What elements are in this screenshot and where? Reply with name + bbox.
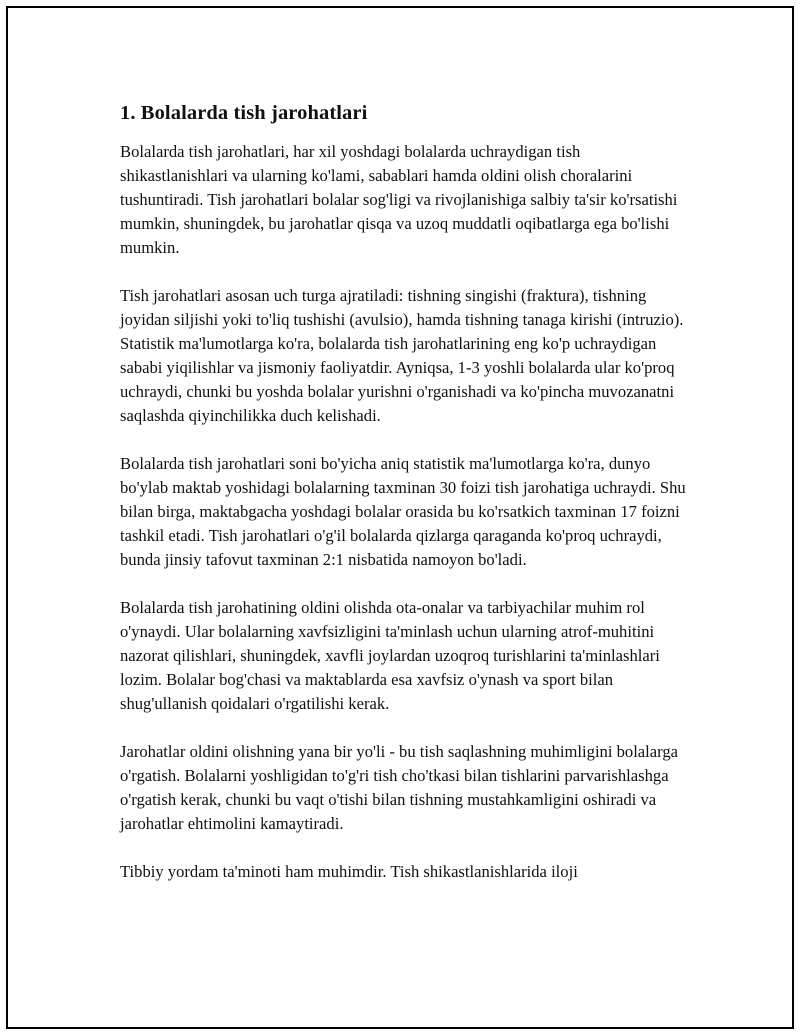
- paragraph-1: Bolalarda tish jarohatlari, har xil yoshdagi bolalarda uchraydigan tish shikastlanishlari va ularning ko'lami, sabablari hamda oldini olish choralarini tushuntiradi. Tish jarohatlari bolalar sog'ligi va rivojlanishiga salbiy ta'sir ko'rsatishi mumkin, shuningdek, bu jarohatlar qisqa va uzoq muddatli oqibatlarga ega bo'lishi mumkin.: [120, 142, 678, 257]
- paragraph-4: Bolalarda tish jarohatining oldini olishda ota-onalar va tarbiyachilar muhim rol o'ynaydi. Ular bolalarning xavfsizligini ta'minlash uchun ularning atrof-muhitini nazorat qilishlari, shuningdek, xavfli joylardan uzoqroq turishlarini ta'minlashlari lozim. Bolalar bog'chasi va maktablarda esa xavfsiz o'ynash va sport bilan shug'ullanish qoidalari o'rgatilishi kerak.: [120, 598, 660, 713]
- paragraph-3: Bolalarda tish jarohatlari soni bo'yicha aniq statistik ma'lumotlarga ko'ra, dunyo bo'ylab maktab yoshidagi bolalarning taxminan 30 foizi tish jarohatiga uchraydi. Shu bilan birga, maktabgacha yoshdagi bolalar orasida bu ko'rsatkich taxminan 17 foizni tashkil etadi. Tish jarohatlari o'g'il bolalarda qizlarga qaraganda ko'proq uchraydi, bunda jinsiy tafovut taxminan 2:1 nisbatida namoyon bo'ladi.: [120, 454, 686, 569]
- paragraph-5: Jarohatlar oldini olishning yana bir yo'li - bu tish saqlashning muhimligini bolalarga o'rgatish. Bolalarni yoshligidan to'g'ri tish cho'tkasi bilan tishlarini parvarishlashga o'rgatish kerak, chunki bu vaqt o'tishi bilan tishning mustahkamligini oshiradi va jarohatlar ehtimolini kamaytiradi.: [120, 742, 679, 833]
- paragraph-6: Tibbiy yordam ta'minoti ham muhimdir. Tish shikastlanishlarida iloji: [120, 862, 578, 881]
- paragraph-2: Tish jarohatlari asosan uch turga ajratiladi: tishning singishi (fraktura), tishning joyidan siljishi yoki to'liq tushishi (avulsio), hamda tishning tanaga kirishi (intruzio). Statistik ma'lumotlarga ko'ra, bolalarda tish jarohatlarining eng ko'p uchraydigan sababi yiqilishlar va jismoniy faoliyatdir. Ayniqsa, 1-3 yoshli bolalarda ular ko'proq uchraydi, chunki bu yoshda bolalar yurishni o'rganishadi va ko'pincha muvozanatni saqlashda qiyinchilikka duch kelishadi.: [120, 286, 684, 425]
- page-frame: [6, 6, 794, 1029]
- section-heading: 1. Bolalarda tish jarohatlari: [120, 102, 368, 124]
- document-body: [120, 100, 690, 908]
